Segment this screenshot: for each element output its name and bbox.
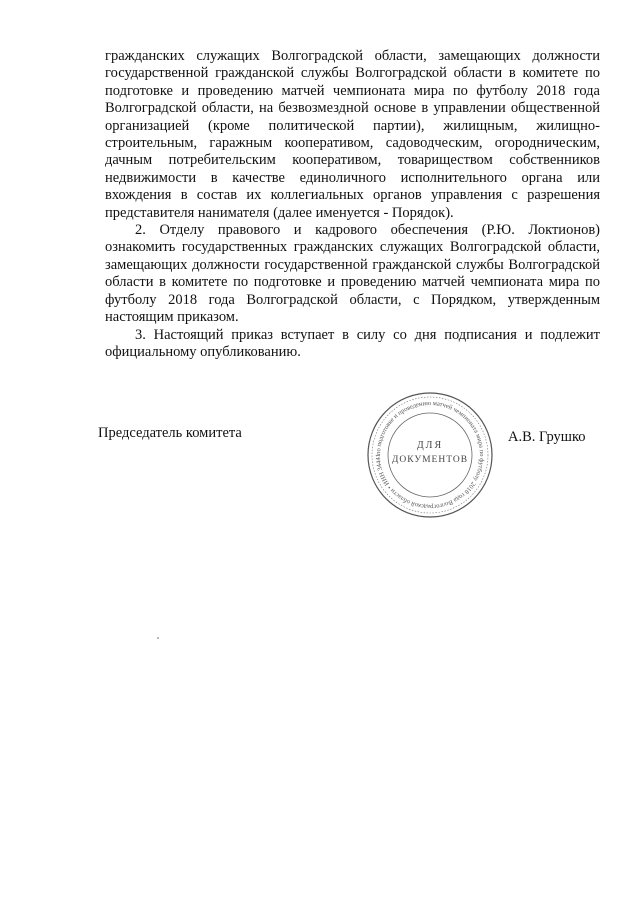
paragraph-item-2: 2. Отделу правового и кадрового обеспечения (Р.Ю. Локтионов) ознакомить государственных гражданских служащих Волгоградской области, замещающих должности государственной гражданской службы Волгоградской области в комитете по подготовке и проведению матчей чемпионата мира по футболу 2018 года Волгоградской области, с Порядком, утвержденным настоящим приказом.: [105, 222, 600, 326]
paragraph-item-3: 3. Настоящий приказ вступает в силу со дня подписания и подлежит официальному опубликованию.: [105, 326, 600, 360]
paragraph-continuation: гражданских служащих Волгоградской области, замещающих должности государственной гражданской службы Волгоградской области в комитете по подготовке и проведению матчей чемпионата мира по футболу 2018 года Волгоградской области, на безвозмездной основе в управлении общественной организацией (кроме политической партии), жилищным, жилищно-строительным, гаражным кооперативом, садоводческим, огородническим, дачным потребительским кооперативом, товариществом собственников недвижимости в качестве единоличного исполнительного органа или вхождения в состав их коллегиальных органов управления с разрешения представителя нанимателя (далее именуется - Порядок).: [105, 48, 600, 221]
document-body: [105, 48, 600, 361]
stamp-center-line-1: ДЛЯ: [416, 440, 444, 451]
stamp-center-line-2: ДОКУМЕНТОВ: [391, 455, 469, 465]
official-stamp: [360, 390, 500, 520]
signature-role: Председатель комитета: [98, 425, 242, 441]
stamp-ring-text: по подготовке и проведению матчей чемпионата мира по футболу 2018 года Волгоградской области • ИНН 34441: [374, 399, 486, 511]
signature-name: А.В. Грушко: [508, 429, 586, 445]
scan-speck: [157, 637, 159, 639]
